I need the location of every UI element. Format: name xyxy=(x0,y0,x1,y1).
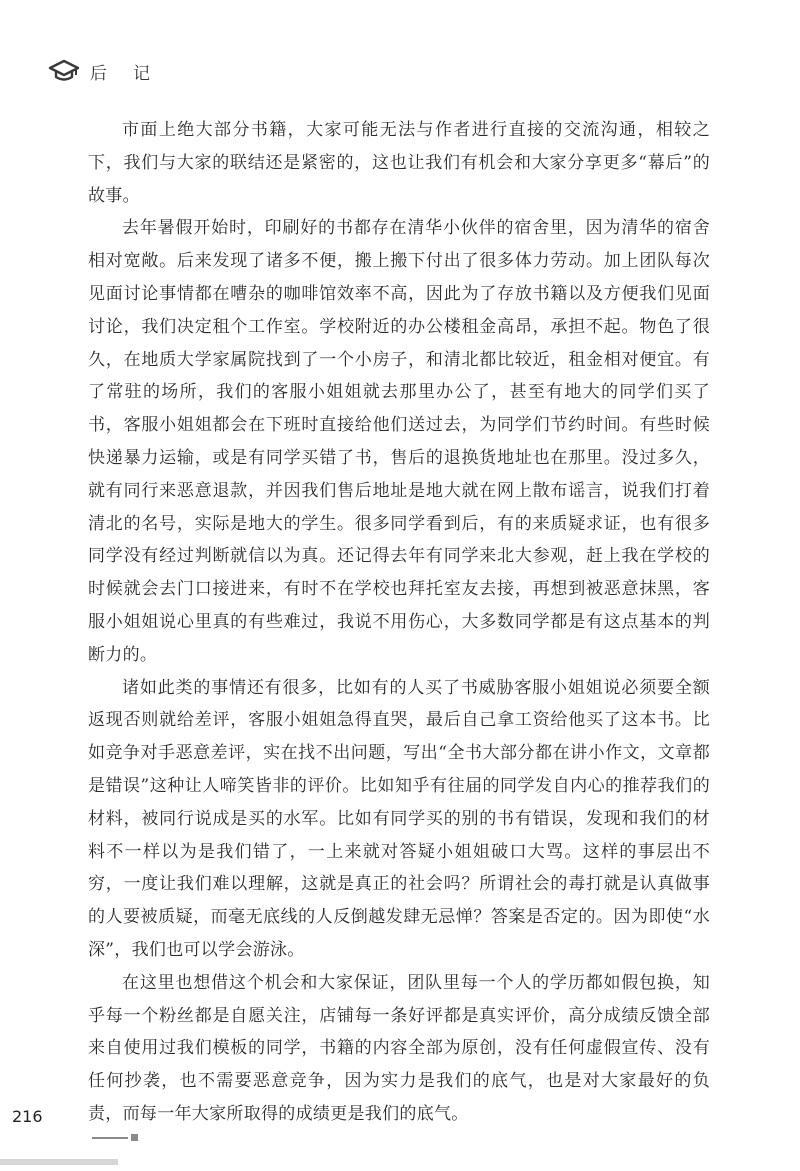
section-title: 后记 xyxy=(90,63,176,84)
footer-bar xyxy=(0,1159,118,1165)
page-number: 216 xyxy=(12,1107,43,1126)
paragraph: 市面上绝大部分书籍，大家可能无法与作者进行直接的交流沟通，相较之下，我们与大家的联结还是紧密的，这也让我们有机会和大家分享更多“幕后”的故事。 xyxy=(88,120,710,206)
footer-rule xyxy=(92,1137,128,1139)
paragraph: 诸如此类的事情还有很多，比如有的人买了书威胁客服小姐姐说必须要全额返现否则就给差评，客服小姐姐急得直哭，最后自己拿工资给他买了这本书。比如竞争对手恶意差评，实在找不出问题，写出“全书大部分都在讲小作文，文章都是错误”这种让人啼笑皆非的评价。比如知乎有往届的同学发自内心的推荐我们的材料，被同行说成是买的水军。比如有同学买的别的书有错误，发现和我们的材料不一样以为是我们错了，一上来就对答疑小姐姐破口大骂。这样的事层出不穷，一度让我们难以理解，这就是真正的社会吗？所谓社会的毒打就是认真做事的人要被质疑，而毫无底线的人反倒越发肆无忌惮？答案是否定的。因为即使“水深”，我们也可以学会游泳。 xyxy=(88,677,710,960)
footer-square-ornament xyxy=(131,1134,138,1141)
paragraph: 在这里也想借这个机会和大家保证，团队里每一个人的学历都如假包换，知乎每一个粉丝都是自愿关注，店铺每一条好评都是真实评价，高分成绩反馈全部来自使用过我们模板的同学，书籍的内容全部为原创，没有任何虚假宣传、没有任何抄袭，也不需要恶意竞争，因为实力是我们的底气，也是对大家最好的负责，而每一年大家所取得的成绩更是我们的底气。 xyxy=(88,972,710,1124)
page-header xyxy=(48,56,176,86)
graduation-cap-icon xyxy=(48,58,80,84)
paragraph: 去年暑假开始时，印刷好的书都存在清华小伙伴的宿舍里，因为清华的宿舍相对宽敞。后来发现了诸多不便，搬上搬下付出了很多体力劳动。加上团队每次见面讨论事情都在嘈杂的咖啡馆效率不高，因此为了存放书籍以及方便我们见面讨论，我们决定租个工作室。学校附近的办公楼租金高昂，承担不起。物色了很久，在地质大学家属院找到了一个小房子，和清北都比较近，租金相对便宜。有了常驻的场所，我们的客服小姐姐就去那里办公了，甚至有地大的同学们买了书，客服小姐姐都会在下班时直接给他们送过去，为同学们节约时间。有些时候快递暴力运输，或是有同学买错了书，售后的退换货地址也在那里。没过多久，就有同行来恶意退款，并因我们售后地址是地大就在网上散布谣言，说我们打着清北的名号，实际是地大的学生。很多同学看到后，有的来质疑求证，也有很多同学没有经过判断就信以为真。还记得去年有同学来北大参观，赶上我在学校的时候就会去门口接进来，有时不在学校也拜托室友去接，再想到被恶意抹黑，客服小姐姐说心里真的有些难过，我说不用伤心，大多数同学都是有这点基本的判断力的。 xyxy=(88,218,710,665)
afterword-body xyxy=(88,114,710,1131)
